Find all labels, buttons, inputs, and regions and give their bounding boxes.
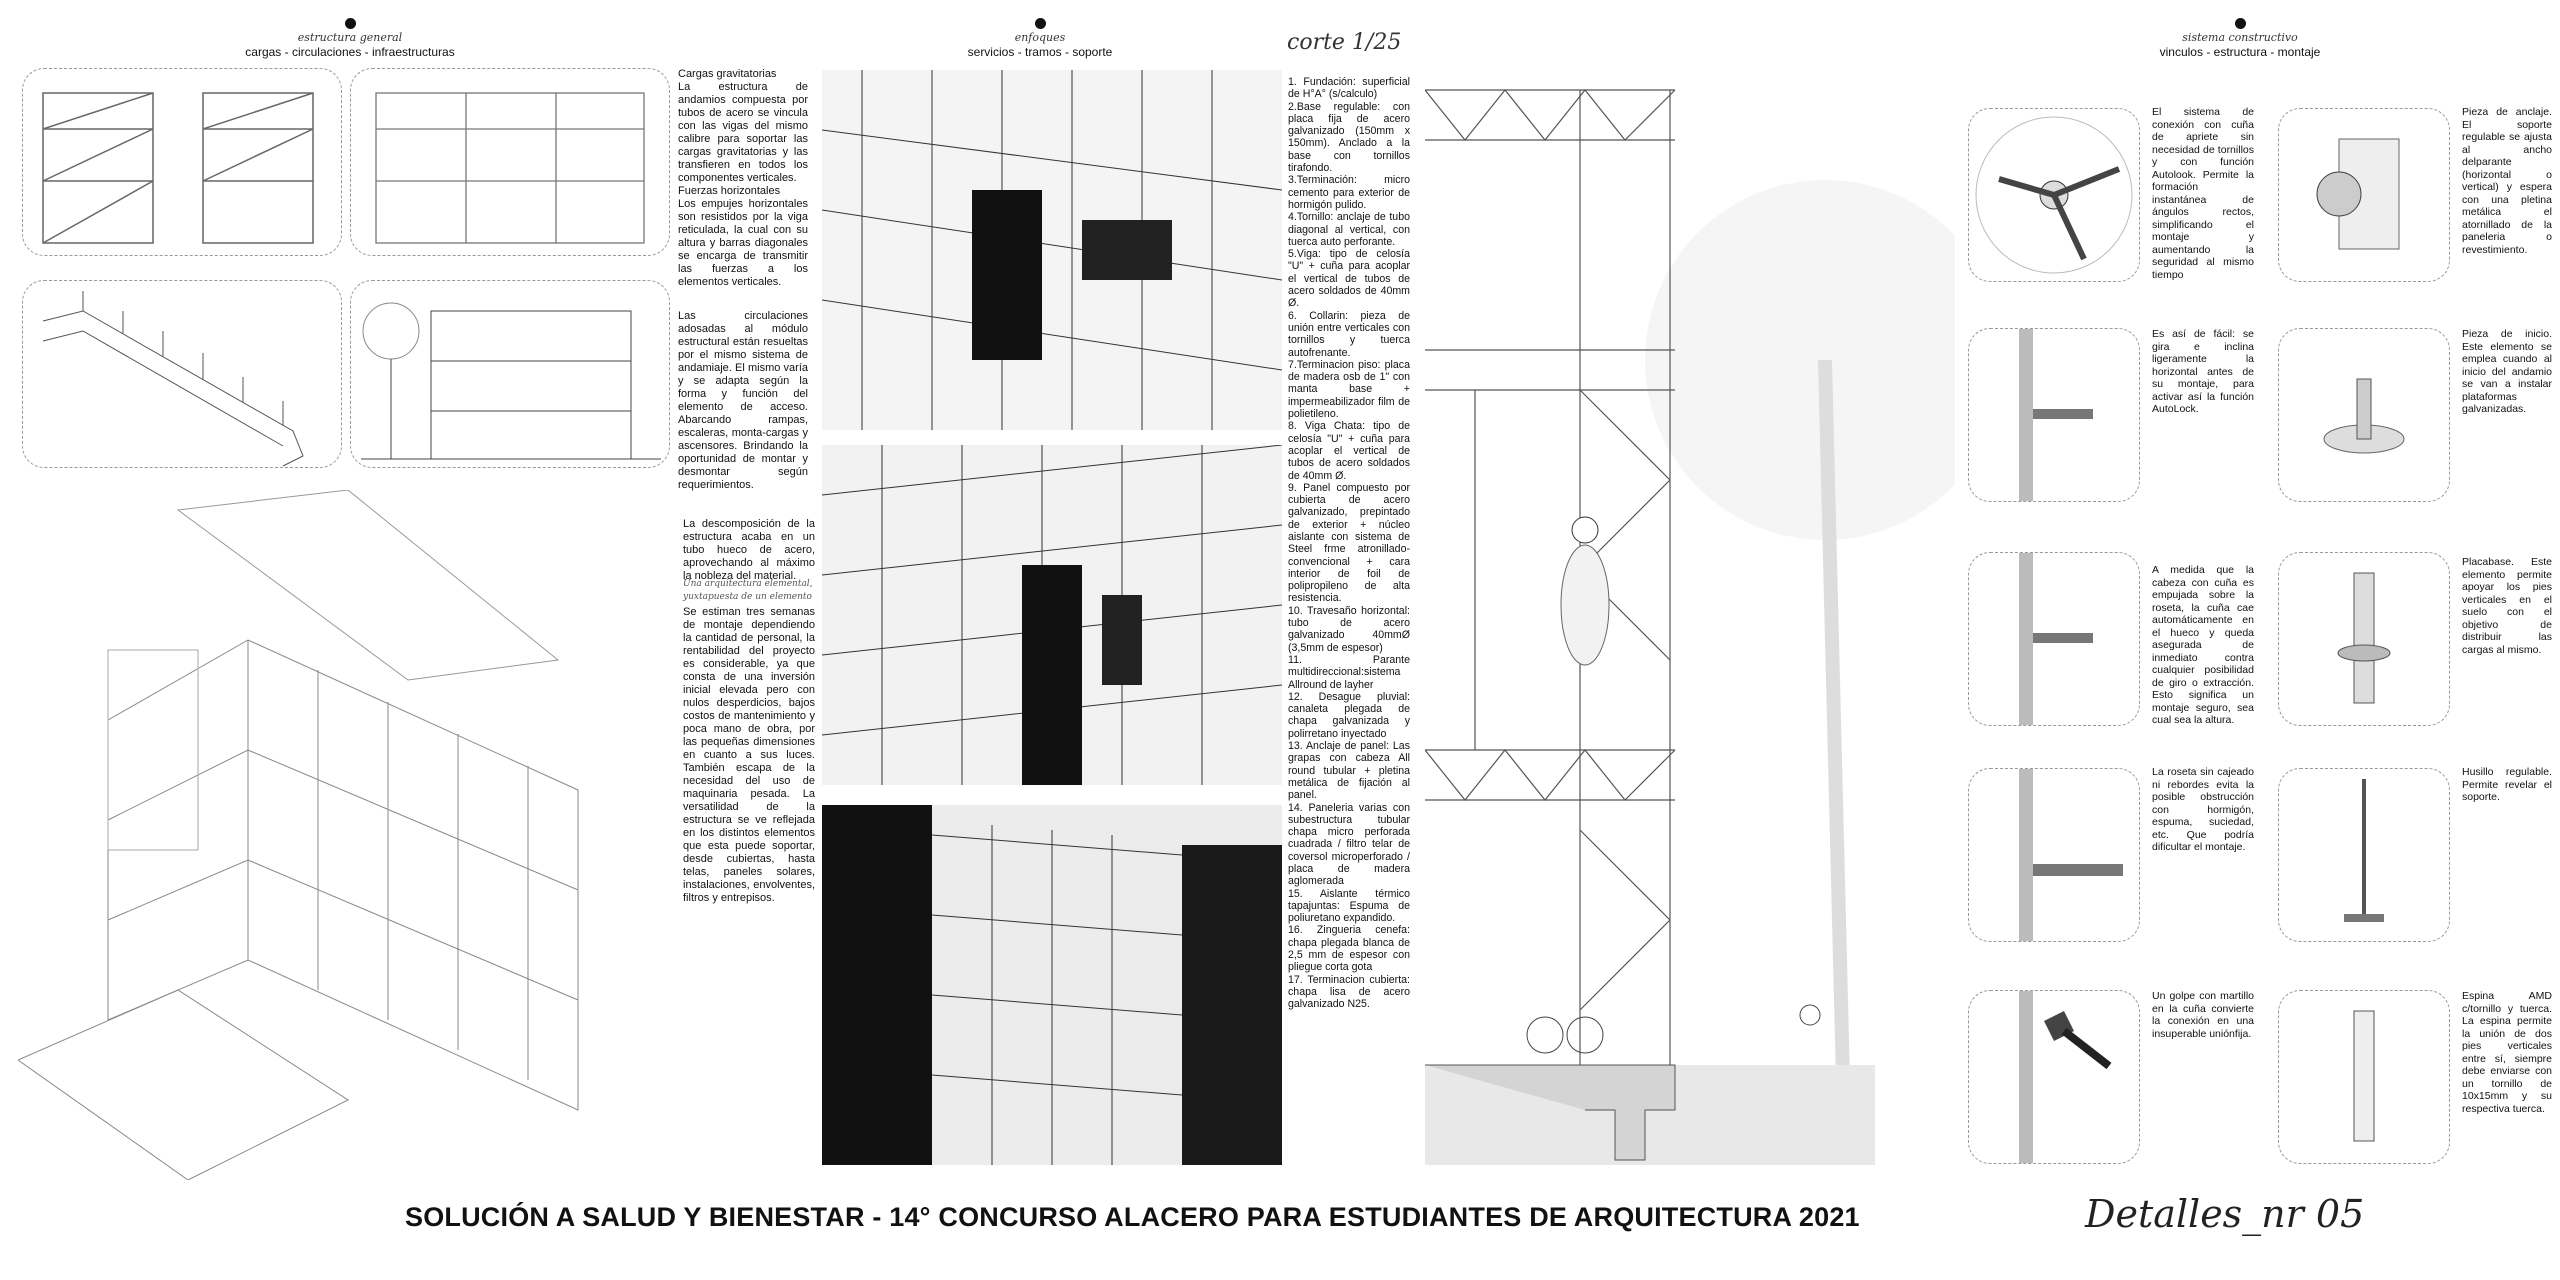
piece-anchor-panel — [2278, 108, 2450, 282]
piece-baseplate-panel — [2278, 552, 2450, 726]
bullet-icon — [2235, 18, 2246, 29]
detail-text: Es así de fácil: se gira e inclina ligeramente la horizontal antes de su montaje, para activar así la función AutoLock. — [2152, 328, 2254, 415]
signature: Detalles_nr 05 — [2085, 1192, 2365, 1236]
spigot-drawing — [2279, 991, 2449, 1163]
corte-item: 16. Zingueria cenefa: chapa plegada blanca de 2,5 mm de espesor con pliegue corta gota — [1288, 924, 1410, 974]
piece-start-panel — [2278, 328, 2450, 502]
corte-item: 13. Anclaje de panel: Las grapas con cabeza All round tubular + pletina metálica de fijación al panel. — [1288, 740, 1410, 802]
corte-item: 14. Paneleria varias con subestructura tubular chapa micro perforada cuadrada / filtro telar de coversol microperforado / placa de madera aglomerada — [1288, 801, 1410, 888]
detail-text: El sistema de conexión con cuña de apriete sin necesidad de tornillos y con función Autolook. Permite la formación instantánea de ángulos rectos, simplificando el montaje y aumentando la seguridad al mismo tiempo — [2152, 106, 2254, 281]
piece-text: Espina AMD c/tornillo y tuerca. La espina permite la unión de dos pies verticales entre sí, siempre debe enviarse con un tornillo de 10x15mm y su respectiva tuerca. — [2462, 990, 2552, 1115]
corte-item: 4.Tornillo: anclaje de tubo diagonal al vertical, con tuerca auto perforante. — [1288, 211, 1410, 248]
corte-item: 2.Base regulable: con placa fija de acero galvanizado (150mm x 150mm). Anclado a la base con tornillos tirafondo. — [1288, 100, 1410, 175]
piece-text: Husillo regulable. Permite revelar el soporte. — [2462, 766, 2552, 803]
section-title-sistema — [2120, 18, 2360, 59]
detail-autolock-panel — [1968, 328, 2140, 502]
ramp-diagram-panel — [22, 280, 342, 468]
bullet-icon — [345, 18, 356, 29]
frame-diagram-panel-a — [22, 68, 342, 256]
detail-hammer-panel — [1968, 990, 2140, 1164]
piece-spigot-panel — [2278, 990, 2450, 1164]
rosette-connection-drawing — [1969, 109, 2139, 281]
corte-item: 12. Desague pluvial: canaleta plegada de chapa galvanizada y polirretano inyectado — [1288, 690, 1410, 740]
corte-item: 3.Terminación: micro cemento para exterior de hormigón pulido. — [1288, 174, 1410, 211]
cargas-text: Cargas gravitatorias La estructura de andamios compuesta por tubos de acero se vincula con las vigas del mismo calibre para soportar las cargas gravitatorias y las transfieren en todos los componentes verticales. Fuerzas horizontales Los empujes horizontales son resistidos por la viga reticulada, la cual con su altura y barras diagonales se encarga de transmitir las fuerzas a los elementos verticales. — [678, 68, 808, 288]
wedge-drawing — [1969, 553, 2139, 725]
section-title-enfoques — [930, 18, 1150, 59]
frame-diagram-panel-b — [350, 68, 670, 256]
corte-title: corte 1/25 — [1287, 30, 1402, 55]
section-drawing — [1425, 60, 1955, 1165]
detail-wedge-panel — [1968, 552, 2140, 726]
tree-facade-panel — [350, 280, 670, 468]
ramp-drawing — [23, 281, 341, 467]
corte-item: 8. Viga Chata: tipo de celosía "U" + cuña para acoplar el vertical de tubos de acero soldados de 40mm Ø. — [1288, 420, 1410, 482]
piece-text: Placabase. Este elemento permite apoyar los pies verticales en el suelo con el objetivo de distribuir las cargas al mismo. — [2462, 556, 2552, 656]
section-script: sistema constructivo — [2182, 31, 2298, 44]
section-subtitle: servicios - tramos - soporte — [967, 45, 1113, 59]
section-title-general — [220, 18, 480, 59]
corte-list — [1288, 76, 1410, 1011]
hammer-icon — [1969, 991, 2139, 1163]
perspective-render-middle — [822, 445, 1282, 785]
section-subtitle: cargas - circulaciones - infraestructuras — [245, 45, 455, 59]
section-script: enfoques — [1014, 31, 1066, 44]
corte-item: 17. Terminacion cubierta: chapa lisa de acero galvanizado N25. — [1288, 973, 1410, 1011]
facade-drawing — [351, 281, 669, 467]
corte-item: 7.Terminacion piso: placa de madera osb de 1" con manta base + impermeabilizador film de polietileno. — [1288, 358, 1410, 421]
autolock-drawing — [1969, 329, 2139, 501]
descomposicion-text: La descomposición de la estructura acaba en un tubo hueco de acero, aprovechando al máximo la nobleza del material. — [683, 518, 815, 582]
corte-item: 9. Panel compuesto por cubierta de acero galvanizado, prepintado de exterior + núcleo aislante con sistema de Steel frme atronillado-convencional + cara interior de foil de polipropileno de alta resistencia. — [1288, 481, 1410, 605]
corte-item: 15. Aislante térmico tapajuntas: Espuma de poliuretano expandido. — [1288, 887, 1410, 925]
perspective-render-top — [822, 70, 1282, 430]
section-script: estructura general — [297, 31, 403, 44]
axonometric-structure-drawing — [18, 490, 678, 1180]
baseplate-drawing — [2279, 553, 2449, 725]
perspective-render-bottom — [822, 805, 1282, 1165]
anchor-piece-drawing — [2279, 109, 2449, 281]
scaffold-frame-drawing — [23, 69, 341, 255]
corte-item: 6. Collarin: pieza de unión entre verticales con tornillos y tuerca autofrenante. — [1288, 309, 1410, 359]
piece-text: Pieza de inicio. Este elemento se emplea cuando al inicio del andamio se van a instalar plataformas galvanizadas. — [2462, 328, 2552, 415]
start-piece-drawing — [2279, 329, 2449, 501]
semanas-text: Se estiman tres semanas de montaje dependiendo la cantidad de personal, la rentabilidad del proyecto es considerable, ya que consta de una inversión inicial elevada pero con nulos desperdicios, bajos costos de mantenimiento y poca mano de obra, por las pequeñas dimensiones en cuanto a sus luces. También escapa de la necesidad del uso de maquinaria pesada. La versatilidad de la estructura se ve reflejada en los distintos elementos que esta puede soportar, desde cubiertas, hasta telas, paneles solares, instalaciones, envolventes, filtros y entrepisos. — [683, 606, 815, 904]
script-note: Una arquitectura elemental, yuxtapuesta de un elemento — [683, 579, 813, 602]
circulaciones-text: Las circulaciones adosadas al módulo estructural están resueltas por el mismo sistema de andamiaje. El mismo varía y se adapta según la forma y función del elemento de acceso. Abarcando rampas, escaleras, monta-cargas y ascensores. Brindando la oportunidad de montar y desmontar según requerimientos. — [678, 310, 808, 491]
corte-item: 5.Viga: tipo de celosía "U" + cuña para acoplar el vertical de tubos de acero soldados de 40mm Ø. — [1288, 248, 1410, 310]
detail-text: A medida que la cabeza con cuña es empujada sobre la roseta, la cuña cae automáticamente en el hueco y queda asegurada de inmediato contra cualquier posibilidad de giro o extracción. Esto significa un montaje seguro, sea cual sea la altura. — [2152, 564, 2254, 726]
footer-title: SOLUCIÓN A SALUD Y BIENESTAR - 14° CONCURSO ALACERO PARA ESTUDIANTES DE ARQUITECTURA 2021 — [405, 1202, 1860, 1232]
detail-connection-panel — [1968, 108, 2140, 282]
piece-jack-panel — [2278, 768, 2450, 942]
corte-item: 10. Travesaño horizontal: tubo de acero galvanizado 40mmØ (3,5mm de espesor) — [1288, 604, 1410, 654]
scaffold-frame-drawing — [351, 69, 669, 255]
rosette-drawing — [1969, 769, 2139, 941]
corte-item: 1. Fundación: superficial de H°A° (s/calculo) — [1288, 76, 1410, 101]
detail-text: Un golpe con martillo en la cuña convierte la conexión en una insuperable uniónfija. — [2152, 990, 2254, 1040]
section-subtitle: vinculos - estructura - montaje — [2159, 45, 2321, 59]
detail-text: La roseta sin cajeado ni rebordes evita la posible obstrucción con hormigón, espuma, suciedad, etc. Que podría dificultar el montaje. — [2152, 766, 2254, 853]
detail-rosette-panel — [1968, 768, 2140, 942]
bullet-icon — [1035, 18, 1046, 29]
jack-drawing — [2279, 769, 2449, 941]
corte-item: 11. Parante multidireccional:sistema Allround de layher — [1288, 653, 1410, 691]
piece-text: Pieza de anclaje. El soporte regulable se ajusta al ancho delparante (horizontal o vertical) y espera con una pletina metálica el atornillado de la paneleria o revestimiento. — [2462, 106, 2552, 256]
